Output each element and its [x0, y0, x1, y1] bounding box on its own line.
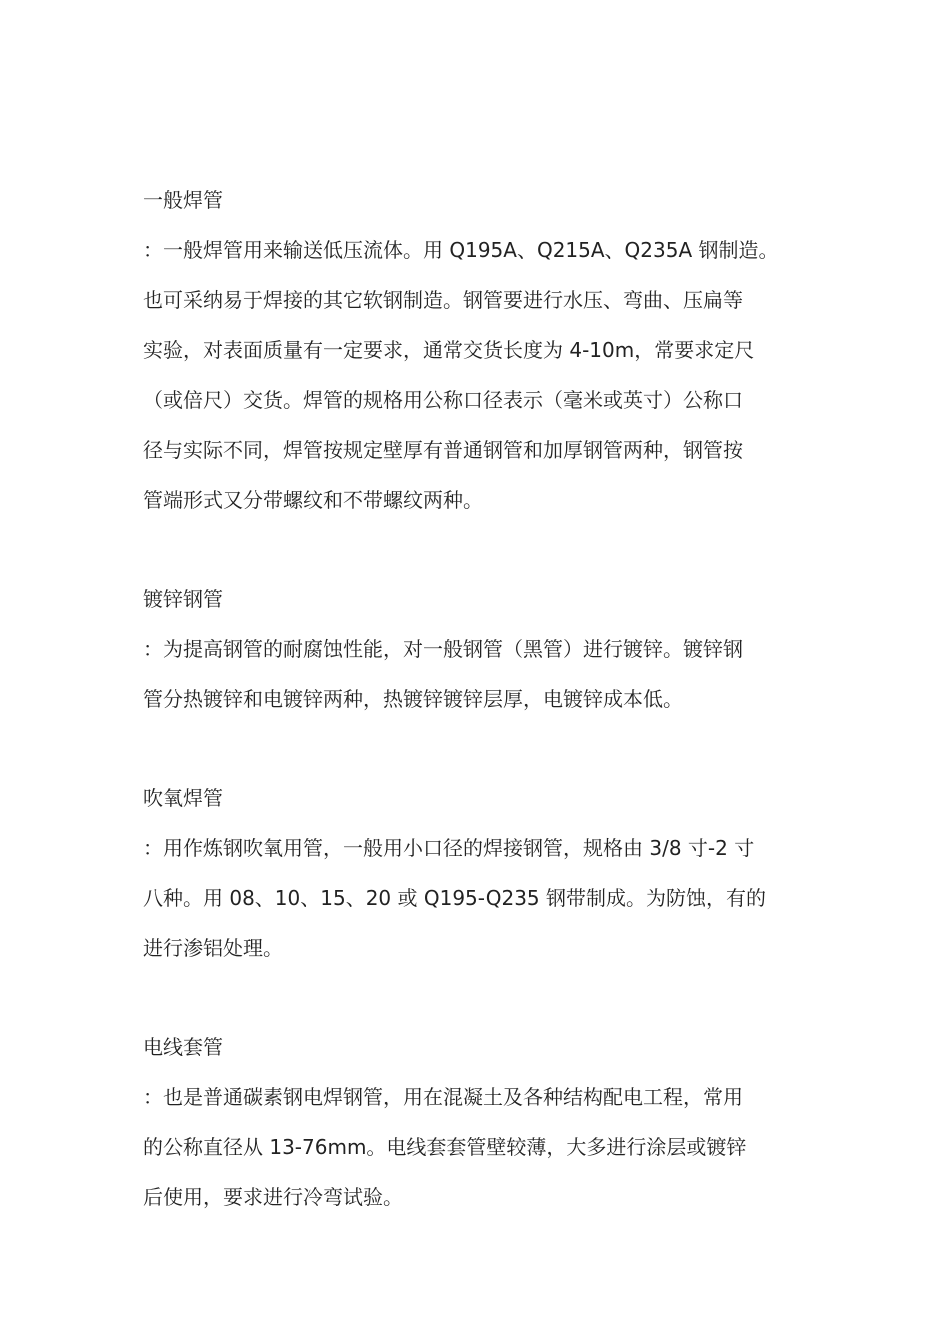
- paragraph-line: 径与实际不同，焊管按规定壁厚有普通钢管和加厚钢管两种，钢管按: [143, 438, 743, 462]
- paragraph-line: 八种。用 08、10、15、20 或 Q195-Q235 钢带制成。为防蚀，有的: [143, 886, 767, 910]
- paragraph-line: 管端形式又分带螺纹和不带螺纹两种。: [143, 488, 483, 512]
- section-heading: 镀锌钢管: [143, 587, 223, 611]
- section-electrical-conduit: [143, 1022, 823, 1222]
- section-oxygen-blowing-pipe: [143, 773, 823, 973]
- paragraph-line: 的公称直径从 13-76mm。电线套套管壁较薄，大多进行涂层或镀锌: [143, 1135, 747, 1159]
- section-heading: 吹氧焊管: [143, 786, 223, 810]
- paragraph-line: 实验，对表面质量有一定要求，通常交货长度为 4-10m，常要求定尺: [143, 338, 755, 362]
- paragraph-line: 进行渗铝处理。: [143, 936, 283, 960]
- paragraph-line: 后使用，要求进行冷弯试验。: [143, 1185, 403, 1209]
- paragraph-line: ：也是普通碳素钢电焊钢管，用在混凝土及各种结构配电工程，常用: [143, 1085, 743, 1109]
- paragraph-line: 也可采纳易于焊接的其它软钢制造。钢管要进行水压、弯曲、压扁等: [143, 288, 743, 312]
- paragraph-line: （或倍尺）交货。焊管的规格用公称口径表示（毫米或英寸）公称口: [143, 388, 743, 412]
- paragraph-line: ：用作炼钢吹氧用管，一般用小口径的焊接钢管，规格由 3/8 寸-2 寸: [143, 836, 755, 860]
- section-general-welded-pipe: [143, 175, 823, 525]
- section-heading: 一般焊管: [143, 188, 223, 212]
- paragraph-line: ：为提高钢管的耐腐蚀性能，对一般钢管（黑管）进行镀锌。镀锌钢: [143, 637, 743, 661]
- paragraph-line: ：一般焊管用来输送低压流体。用 Q195A、Q215A、Q235A 钢制造。: [143, 238, 779, 262]
- section-heading: 电线套管: [143, 1035, 223, 1059]
- paragraph-line: 管分热镀锌和电镀锌两种，热镀锌镀锌层厚，电镀锌成本低。: [143, 687, 683, 711]
- section-galvanized-steel-pipe: [143, 574, 823, 724]
